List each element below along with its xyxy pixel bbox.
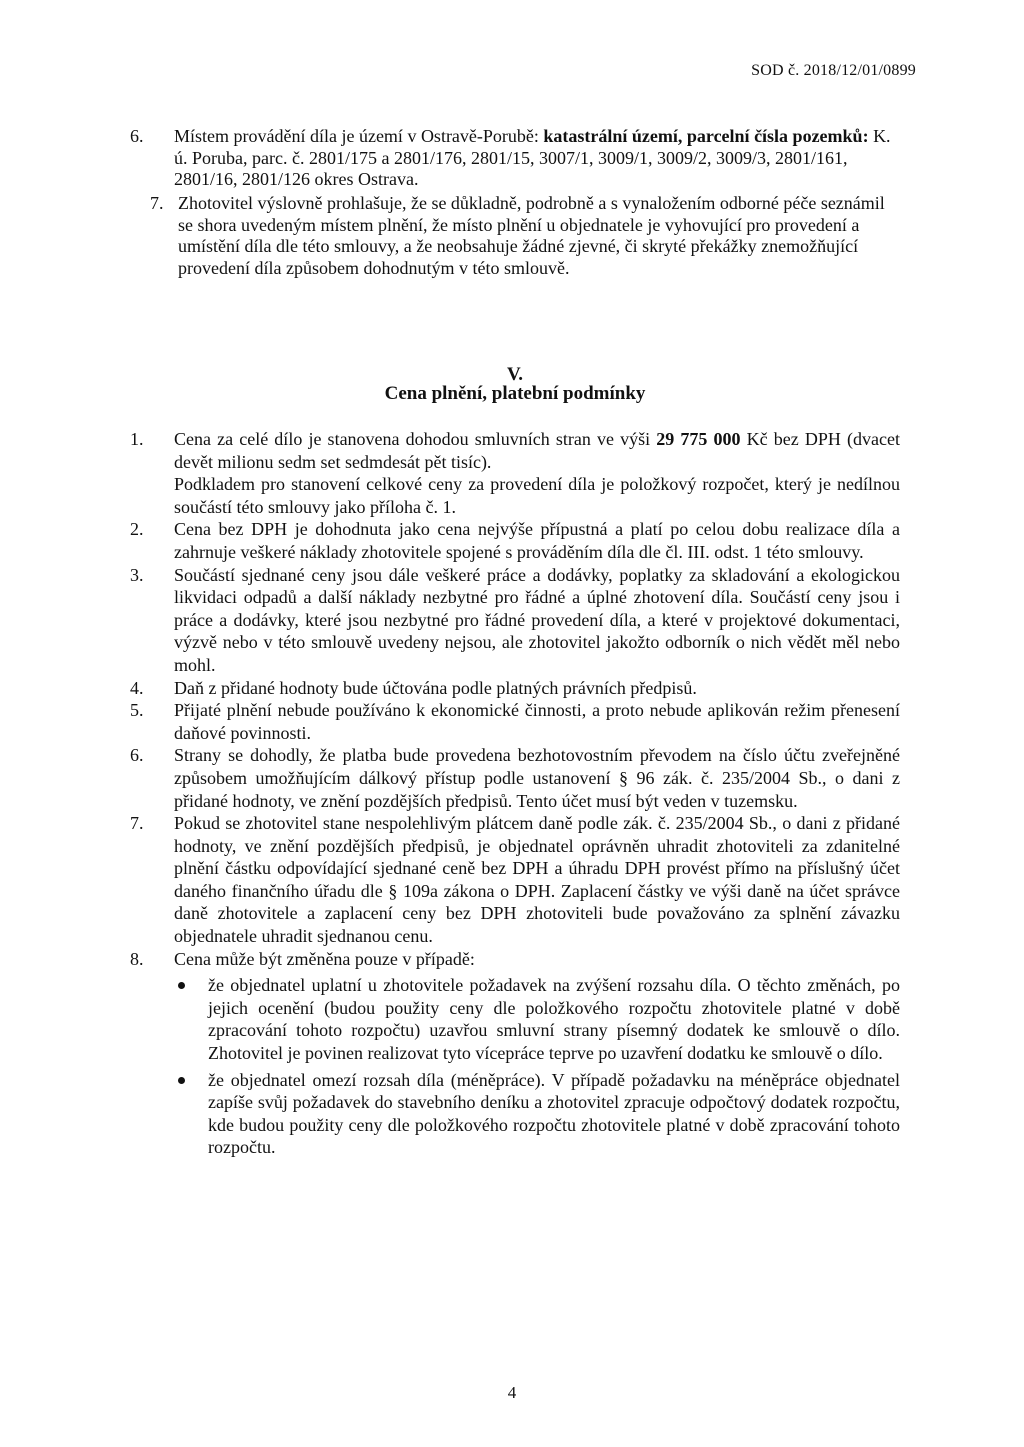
clause-1-price: [130, 428, 900, 518]
clause-number: 6.: [130, 126, 144, 146]
clause-text: Přijaté plnění nebude používáno k ekonomické činnosti, a proto nebude aplikován režim přenesení daňové povinnosti.: [174, 700, 900, 743]
price-change-list: [174, 974, 900, 1159]
clause-text: Součástí sjednané ceny jsou dále veškeré práce a dodávky, poplatky za skladování a ekologickou likvidaci odpadů a další náklady nezbytné pro řádné a úplné zhotovení díla. Součástí ceny jsou i práce a dodávky, které jsou nezbytné pro řádné provedení díla, a které v projektové dokumentaci, výzvě nebo v této smlouvě uvedeny nejsou, ale zhotovitel jakožto odborník o nich vědět měl nebo mohl.: [174, 564, 900, 675]
page-number: 4: [507, 1383, 517, 1402]
clause-number: 1.: [130, 429, 144, 449]
clause-text: Pokud se zhotovitel stane nespolehlivým plátcem daně podle zák. č. 235/2004 Sb., o dani z přidané hodnoty, ve znění pozdějších předpisů, je objednatel oprávněn uhradit zhotoviteli za zdanitelné plnění částku odpovídající sjednané ceně bez DPH a úhradu DPH provést přímo na příslušný účet daného finančního úřadu dle § 109a zákona o DPH. Zaplacení částky ve výši daně na účet správce daně zhotovitele a zaplacení ceny bez DPH zhotoviteli bude považováno za splnění závazku objednatele uhradit sjednanou cenu.: [174, 813, 900, 947]
document-reference: SOD č. 2018/12/01/0899: [751, 62, 916, 79]
list-item: [174, 974, 900, 1064]
clause-text: Zhotovitel výslovně prohlašuje, že se důkladně, podrobně a s vynaložením odborné péče seznámil se shora uvedeným místem plnění, že místo plnění u objednatele je vyhovující pro provedení a umístění díla dle této smlouvy, a že neobsahuje žádné zjevné, či skryté překážky znemožňující provedení díla způsobem dohodnutým v této smlouvě.: [178, 193, 885, 278]
clause-text-cont: Kč bez DPH (dvacet devět milionu sedm set sedmdesát pět tisíc).: [174, 429, 900, 472]
clause-number: 5.: [130, 700, 144, 721]
clause-number: 7.: [150, 193, 164, 213]
clause-5-reverse-charge: [130, 699, 900, 744]
bullet-icon: [178, 982, 185, 989]
clause-6-place-of-performance: [130, 126, 900, 191]
clause-text: Daň z přidané hodnoty bude účtována podle platných právních předpisů.: [174, 677, 697, 698]
section-number: V.: [506, 364, 524, 385]
section-v-clauses: [130, 428, 900, 1159]
clause-text: Cena může být změněna pouze v případě:: [174, 948, 475, 969]
clause-text: Strany se dohodly, že platba bude provedena bezhotovostním převodem na číslo účtu zveřejněné způsobem umožňujícím dálkový přístup podle ustanovení § 96 zák. č. 235/2004 Sb., o dani z přidané hodnoty, ve znění pozdějších předpisů. Tento účet musí být veden v tuzemsku.: [174, 745, 900, 811]
price-amount: 29 775 000: [656, 429, 741, 449]
list-item-text: že objednatel uplatní u zhotovitele požadavek na zvýšení rozsahu díla. O těchto změnách, po jejich ocenění (budou použity ceny dle položkového rozpočtu zhotovitele platné v době zpracování tohoto rozpočtu) uzavřou smluvní strany písemný dodatek ke smlouvě o dílo. Zhotovitel je povinen realizovat tyto vícepráce teprve po uzavření dodatku ke smlouvě o dílo.: [208, 975, 900, 1064]
clause-2-price-cap: [130, 518, 900, 563]
clause-3-price-components: [130, 564, 900, 677]
list-item-text: že objednatel omezí rozsah díla (méněpráce). V případě požadavku na méněpráce objednatel zapíše svůj požadavek do stavebního deníku a zhotovitel zpracuje odpočtový dodatek rozpočtu, kde budou použity ceny dle položkového rozpočtu zhotovitele platné v době zpracování tohoto rozpočtu.: [208, 1069, 900, 1158]
clause-number: 6.: [130, 745, 144, 766]
section-title: Cena plnění, platební podmínky: [384, 383, 646, 404]
clause-text: Cena za celé dílo je stanovena dohodou smluvních stran ve výši: [174, 429, 657, 449]
clause-number: 7.: [130, 813, 144, 834]
bullet-icon: [178, 1077, 185, 1084]
clause-6-payment-account: [130, 744, 900, 812]
clause-text-bold: katastrální území, parcelní čísla pozemků:: [543, 126, 869, 146]
clause-7-unreliable-payer: [130, 812, 900, 948]
clause-number: 8.: [130, 948, 144, 969]
clause-text: Místem provádění díla je území v Ostravě-Porubě:: [174, 126, 544, 146]
clause-text-basis: Podkladem pro stanovení celkové ceny za provedení díla je položkový rozpočet, který je nedílnou součástí této smlouvy jako příloha č. 1.: [174, 474, 900, 517]
clause-text: Cena bez DPH je dohodnuta jako cena nejvýše přípustná a platí po celou dobu realizace díla a zahrnuje veškeré náklady zhotovitele spojené s prováděním díla dle čl. III. odst. 1 této smlouvy.: [174, 519, 900, 562]
clause-4-vat: [130, 677, 900, 700]
list-item: [174, 1069, 900, 1159]
clause-number: 4.: [130, 677, 144, 698]
clause-text-cont: K. ú. Poruba, parc. č. 2801/175 a 2801/176, 2801/15, 3007/1, 3009/1, 3009/2, 3009/3, 2801/161, 2801/16, 2801/126 okres Ostrava.: [174, 126, 891, 189]
clause-7-contractor-declaration: [150, 193, 900, 279]
clause-number: 3.: [130, 564, 144, 585]
clause-8-price-change: [130, 948, 900, 1159]
clause-number: 2.: [130, 519, 144, 540]
